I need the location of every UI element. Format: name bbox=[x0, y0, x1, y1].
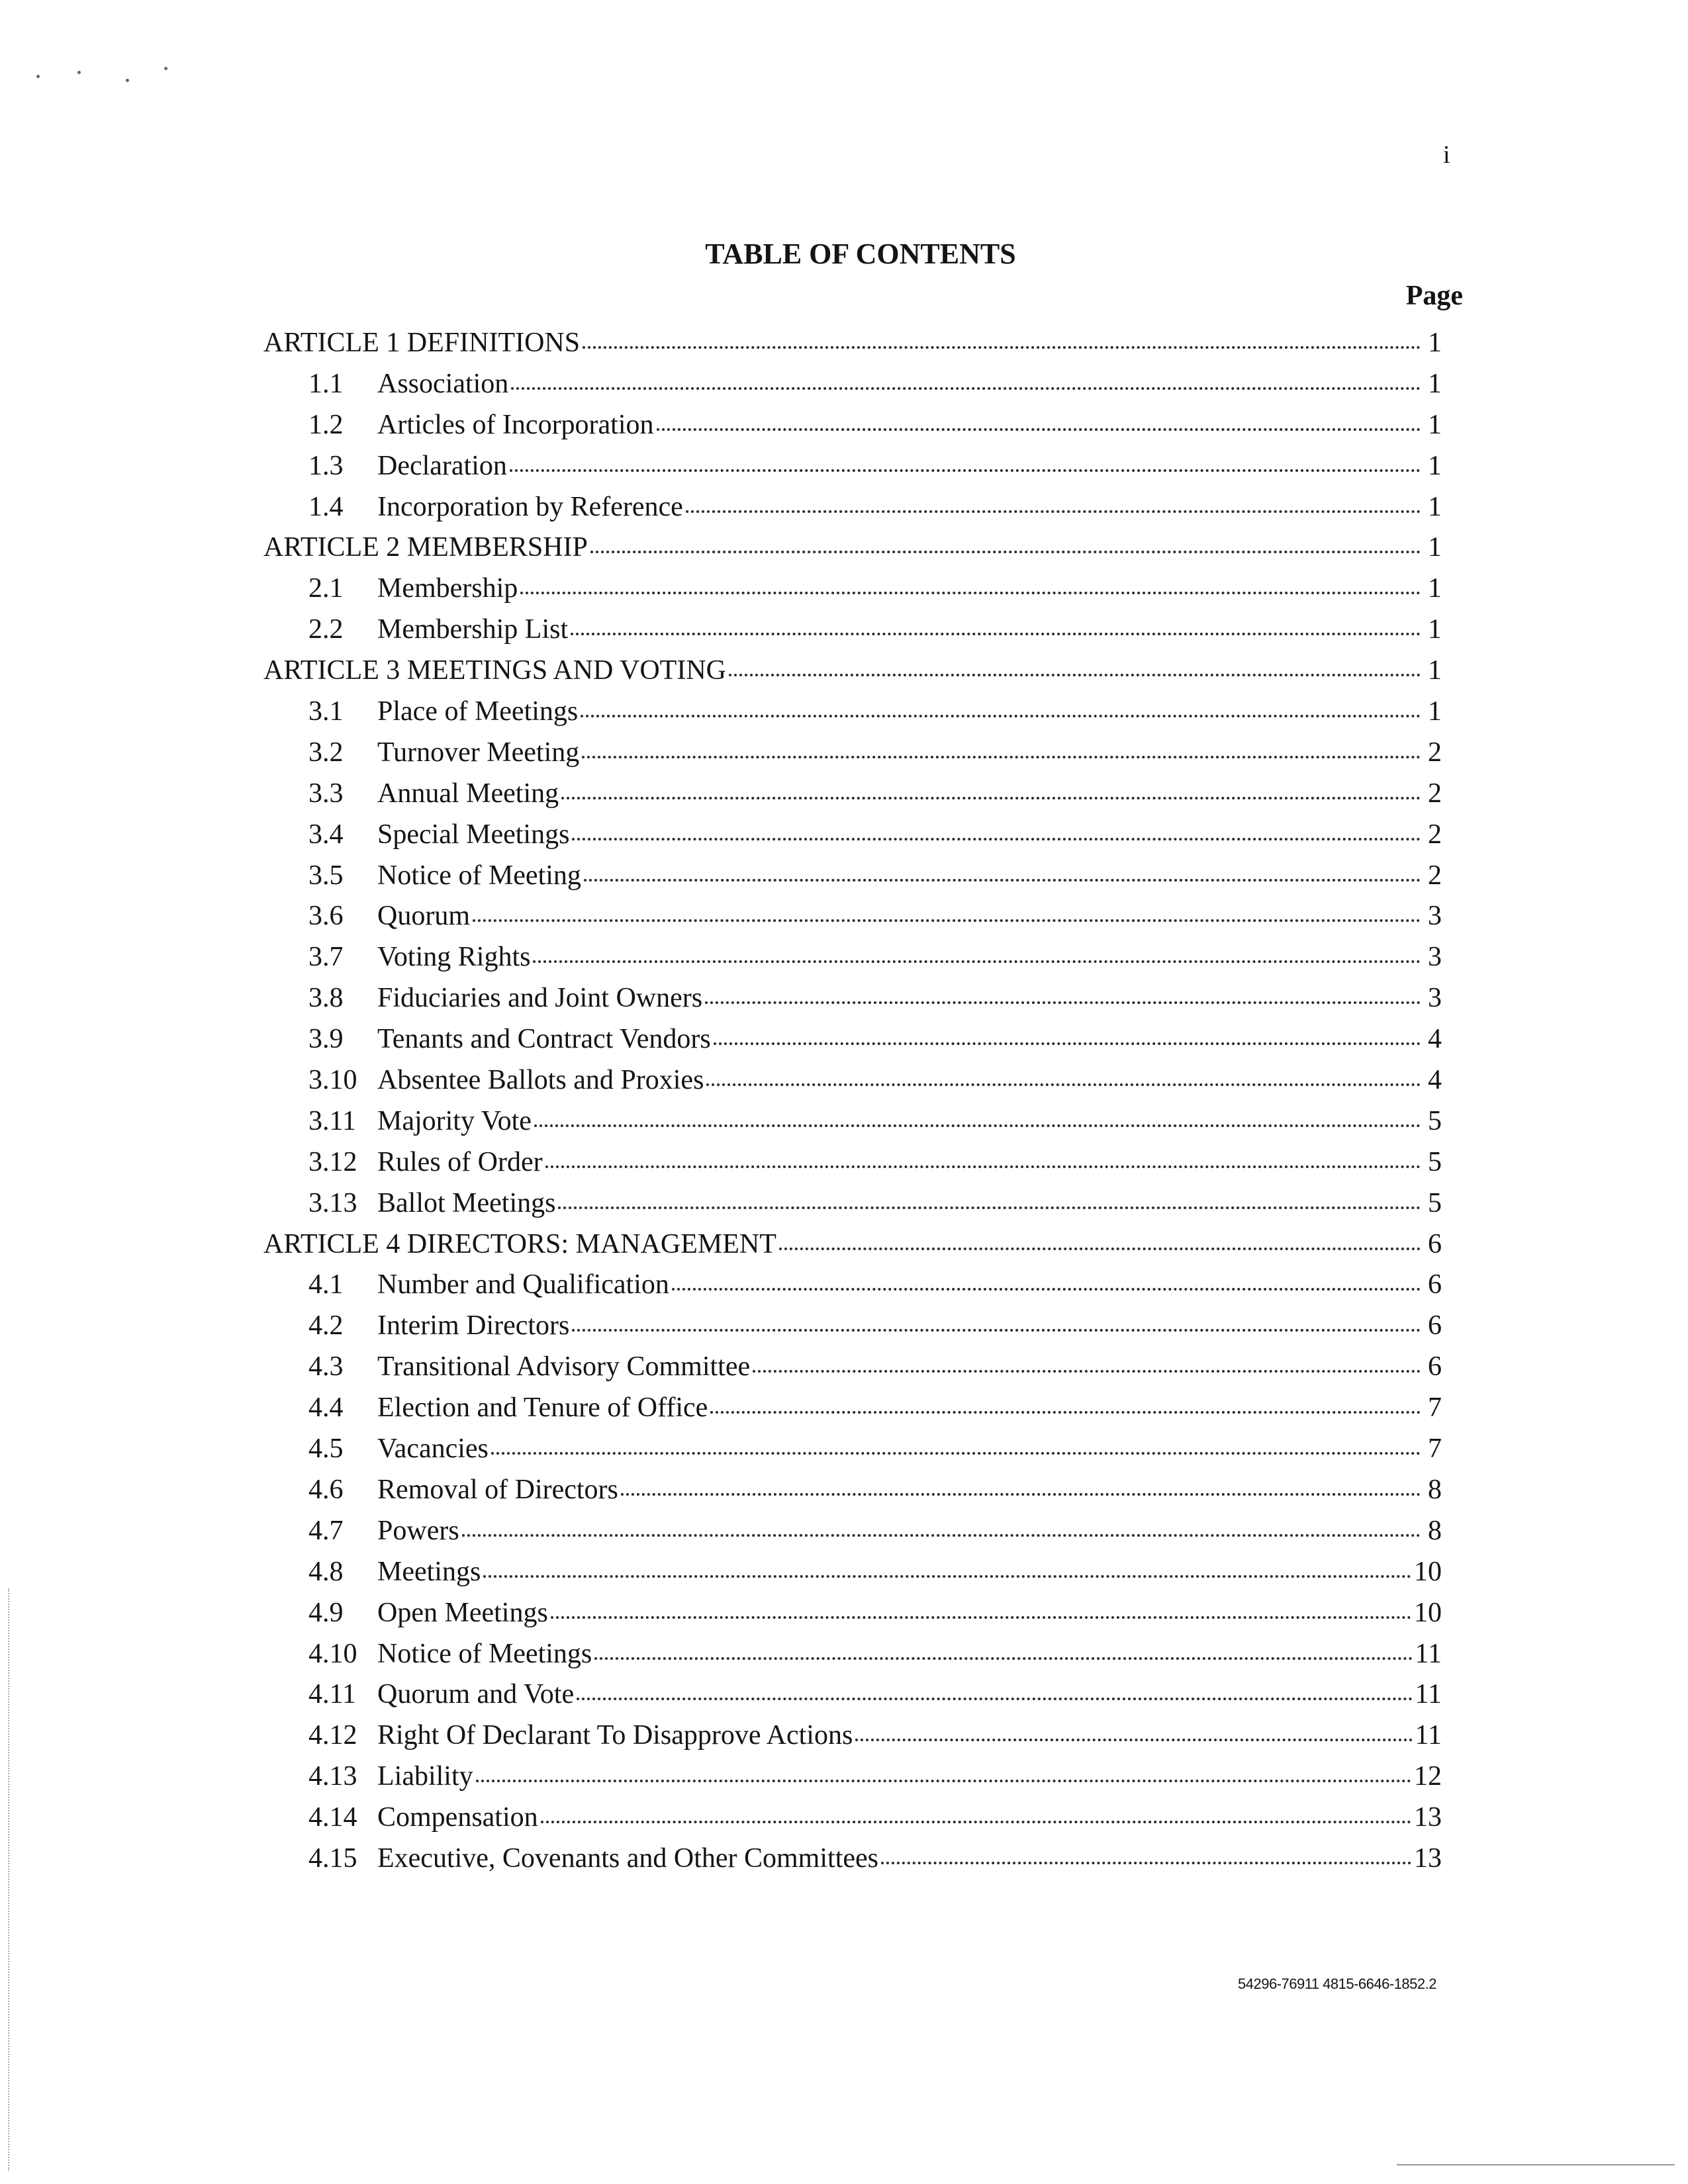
toc-section[interactable] bbox=[263, 405, 1442, 446]
scan-speck bbox=[126, 79, 129, 82]
toc-number: 3.4 bbox=[308, 819, 344, 850]
toc-section[interactable] bbox=[263, 1347, 1442, 1388]
toc-number: 2.1 bbox=[308, 573, 344, 604]
toc-number: 1.3 bbox=[308, 450, 344, 481]
toc-title: Incorporation by Reference bbox=[377, 491, 683, 522]
toc-page: 3 bbox=[1428, 901, 1442, 932]
toc-title: Fiduciaries and Joint Owners bbox=[377, 983, 703, 1014]
toc-section[interactable] bbox=[263, 1552, 1442, 1593]
toc-number: 4.13 bbox=[308, 1761, 357, 1792]
toc-page: 1 bbox=[1428, 696, 1442, 727]
toc-section[interactable] bbox=[263, 569, 1442, 610]
toc-page: 1 bbox=[1428, 409, 1442, 440]
dot-leader bbox=[710, 1411, 1421, 1414]
toc-number: 4.8 bbox=[308, 1556, 344, 1587]
dot-leader bbox=[473, 919, 1421, 922]
toc-article[interactable] bbox=[263, 651, 1442, 692]
toc-page: 1 bbox=[1428, 573, 1442, 604]
dot-leader bbox=[583, 346, 1421, 349]
toc-title: Association bbox=[377, 368, 509, 399]
toc-section[interactable] bbox=[263, 1470, 1442, 1511]
toc-title: Right Of Declarant To Disapprove Actions bbox=[377, 1720, 853, 1751]
dot-leader bbox=[581, 715, 1421, 717]
dot-leader bbox=[590, 551, 1421, 553]
toc-page: 1 bbox=[1428, 491, 1442, 522]
toc-number: 4.5 bbox=[308, 1433, 344, 1465]
toc-section[interactable] bbox=[263, 1674, 1442, 1715]
toc-page: 12 bbox=[1414, 1761, 1442, 1792]
toc-title: Annual Meeting bbox=[377, 778, 559, 809]
toc-number: 1.4 bbox=[308, 491, 344, 522]
toc-title: Absentee Ballots and Proxies bbox=[377, 1065, 704, 1096]
dot-leader bbox=[714, 1042, 1421, 1045]
toc-article[interactable] bbox=[263, 527, 1442, 569]
toc-title: Number and Qualification bbox=[377, 1269, 669, 1300]
dot-leader bbox=[572, 838, 1421, 841]
toc-title: Transitional Advisory Committee bbox=[377, 1351, 751, 1383]
dot-leader bbox=[577, 1698, 1412, 1700]
toc-number: 4.2 bbox=[308, 1310, 344, 1342]
toc-page: 2 bbox=[1428, 737, 1442, 768]
toc-number: 4.4 bbox=[308, 1392, 344, 1424]
toc-title: Articles of Incorporation bbox=[377, 409, 654, 440]
toc-section[interactable] bbox=[263, 446, 1442, 487]
toc-section[interactable] bbox=[263, 1756, 1442, 1797]
toc-title: Ballot Meetings bbox=[377, 1187, 556, 1218]
dot-leader bbox=[582, 756, 1421, 758]
toc-title: ARTICLE 4 DIRECTORS: MANAGEMENT bbox=[263, 1228, 776, 1259]
document-id: 54296-76911 4815-6646-1852.2 bbox=[1238, 1976, 1436, 1992]
dot-leader bbox=[855, 1739, 1412, 1741]
toc-section[interactable] bbox=[263, 364, 1442, 405]
toc-title: Executive, Covenants and Other Committees bbox=[377, 1843, 878, 1874]
toc-title: ARTICLE 1 DEFINITIONS bbox=[263, 328, 581, 358]
toc-title: Quorum and Vote bbox=[377, 1679, 575, 1710]
toc-section[interactable] bbox=[263, 1634, 1442, 1675]
toc-title: ARTICLE 2 MEMBERSHIP bbox=[263, 532, 588, 563]
toc-page: 2 bbox=[1428, 819, 1442, 850]
dot-leader bbox=[534, 1124, 1421, 1127]
toc-page: 2 bbox=[1428, 860, 1442, 891]
toc-title: Special Meetings bbox=[377, 819, 570, 850]
dot-leader bbox=[545, 1165, 1421, 1168]
page-number: i bbox=[1443, 141, 1450, 169]
dot-leader bbox=[533, 960, 1421, 963]
toc-page: 11 bbox=[1415, 1720, 1442, 1751]
toc-title: Membership bbox=[377, 573, 518, 604]
dot-leader bbox=[686, 510, 1421, 513]
toc-title: Vacancies bbox=[377, 1433, 489, 1465]
dot-leader bbox=[558, 1206, 1421, 1209]
toc-number: 3.10 bbox=[308, 1065, 357, 1096]
scan-speck bbox=[36, 75, 40, 78]
toc-title: Meetings bbox=[377, 1556, 481, 1587]
toc-page: 6 bbox=[1428, 1310, 1442, 1342]
toc-title: Open Meetings bbox=[377, 1597, 548, 1628]
toc-section[interactable] bbox=[263, 978, 1442, 1019]
toc-section[interactable] bbox=[263, 487, 1442, 528]
dot-leader bbox=[779, 1248, 1421, 1250]
toc-number: 4.1 bbox=[308, 1269, 344, 1300]
dot-leader bbox=[571, 633, 1421, 635]
scan-edge-line bbox=[8, 1588, 9, 2171]
toc-number: 3.5 bbox=[308, 860, 344, 891]
toc-title: Notice of Meeting bbox=[377, 860, 581, 891]
toc-section[interactable] bbox=[263, 1019, 1442, 1060]
scan-specks bbox=[36, 63, 182, 89]
toc-section[interactable] bbox=[263, 1388, 1442, 1429]
dot-leader bbox=[572, 1329, 1421, 1332]
toc-section[interactable] bbox=[263, 610, 1442, 651]
toc-page: 1 bbox=[1428, 328, 1442, 358]
dot-leader bbox=[520, 592, 1421, 594]
toc-title: Compensation bbox=[377, 1802, 538, 1833]
toc-article[interactable] bbox=[263, 323, 1442, 364]
dot-leader bbox=[672, 1288, 1421, 1291]
toc-number: 3.12 bbox=[308, 1146, 357, 1177]
dot-leader bbox=[729, 674, 1421, 676]
toc-title: Tenants and Contract Vendors bbox=[377, 1024, 711, 1055]
toc-title: Majority Vote bbox=[377, 1105, 532, 1136]
toc-page: 13 bbox=[1414, 1843, 1442, 1874]
toc-section[interactable] bbox=[263, 1429, 1442, 1470]
toc-page: 2 bbox=[1428, 778, 1442, 809]
toc-section[interactable] bbox=[263, 1142, 1442, 1183]
toc-title: Notice of Meetings bbox=[377, 1638, 592, 1669]
toc-page: 10 bbox=[1414, 1597, 1442, 1628]
toc-title: Membership List bbox=[377, 614, 569, 645]
toc-page: 4 bbox=[1428, 1024, 1442, 1055]
toc-title: Declaration bbox=[377, 450, 507, 481]
toc-number: 3.6 bbox=[308, 901, 344, 932]
toc-section[interactable] bbox=[263, 896, 1442, 937]
dot-leader bbox=[706, 1083, 1421, 1086]
toc-title: Liability bbox=[377, 1761, 473, 1792]
toc-number: 4.6 bbox=[308, 1474, 344, 1505]
toc-page: 3 bbox=[1428, 942, 1442, 973]
dot-leader bbox=[491, 1452, 1421, 1455]
toc-page: 6 bbox=[1428, 1228, 1442, 1259]
toc-article[interactable] bbox=[263, 1224, 1442, 1265]
toc-page: 11 bbox=[1415, 1679, 1442, 1710]
toc-title: Election and Tenure of Office bbox=[377, 1392, 708, 1424]
toc-section[interactable] bbox=[263, 733, 1442, 774]
table-of-contents bbox=[263, 323, 1442, 1880]
dot-leader bbox=[753, 1370, 1421, 1373]
toc-title: Voting Rights bbox=[377, 942, 531, 973]
toc-page: 10 bbox=[1414, 1556, 1442, 1587]
toc-page: 7 bbox=[1428, 1433, 1442, 1465]
toc-section[interactable] bbox=[263, 1060, 1442, 1101]
page-column-header: Page bbox=[1405, 281, 1463, 311]
toc-number: 4.3 bbox=[308, 1351, 344, 1383]
toc-page: 1 bbox=[1428, 532, 1442, 563]
dot-leader bbox=[594, 1657, 1412, 1660]
dot-leader bbox=[584, 879, 1421, 882]
dot-leader bbox=[462, 1534, 1421, 1537]
scan-speck bbox=[77, 71, 81, 74]
toc-number: 1.1 bbox=[308, 368, 344, 399]
toc-number: 3.1 bbox=[308, 696, 344, 727]
dot-leader bbox=[511, 387, 1421, 390]
toc-page: 6 bbox=[1428, 1351, 1442, 1383]
toc-section[interactable] bbox=[263, 1797, 1442, 1839]
toc-section[interactable] bbox=[263, 1715, 1442, 1756]
toc-section[interactable] bbox=[263, 1265, 1442, 1306]
dot-leader bbox=[541, 1821, 1411, 1823]
page-title: TABLE OF CONTENTS bbox=[705, 238, 1016, 270]
toc-number: 4.14 bbox=[308, 1802, 357, 1833]
dot-leader bbox=[551, 1616, 1411, 1619]
toc-section[interactable] bbox=[263, 1306, 1442, 1347]
toc-page: 5 bbox=[1428, 1105, 1442, 1136]
scan-speck bbox=[164, 67, 167, 70]
toc-page: 1 bbox=[1428, 450, 1442, 481]
toc-number: 2.2 bbox=[308, 614, 344, 645]
toc-number: 4.10 bbox=[308, 1638, 357, 1669]
toc-page: 6 bbox=[1428, 1269, 1442, 1300]
toc-section[interactable] bbox=[263, 1511, 1442, 1552]
toc-number: 4.15 bbox=[308, 1843, 357, 1874]
toc-page: 4 bbox=[1428, 1065, 1442, 1096]
toc-title: ARTICLE 3 MEETINGS AND VOTING bbox=[263, 655, 726, 686]
toc-page: 11 bbox=[1415, 1638, 1442, 1669]
toc-title: Interim Directors bbox=[377, 1310, 570, 1342]
toc-page: 13 bbox=[1414, 1802, 1442, 1833]
toc-section[interactable] bbox=[263, 815, 1442, 856]
toc-number: 3.8 bbox=[308, 983, 344, 1014]
toc-number: 4.11 bbox=[308, 1679, 356, 1710]
dot-leader bbox=[510, 469, 1421, 472]
toc-number: 3.2 bbox=[308, 737, 344, 768]
toc-number: 4.9 bbox=[308, 1597, 344, 1628]
toc-page: 8 bbox=[1428, 1474, 1442, 1505]
dot-leader bbox=[881, 1862, 1411, 1864]
toc-section[interactable] bbox=[263, 937, 1442, 978]
dot-leader bbox=[561, 797, 1421, 799]
toc-number: 4.7 bbox=[308, 1515, 344, 1546]
toc-section[interactable] bbox=[263, 1101, 1442, 1142]
toc-title: Rules of Order bbox=[377, 1146, 543, 1177]
toc-page: 3 bbox=[1428, 983, 1442, 1014]
toc-section[interactable] bbox=[263, 1839, 1442, 1880]
toc-title: Place of Meetings bbox=[377, 696, 579, 727]
toc-number: 1.2 bbox=[308, 409, 344, 440]
toc-number: 4.12 bbox=[308, 1720, 357, 1751]
toc-section[interactable] bbox=[263, 692, 1442, 733]
dot-leader bbox=[476, 1780, 1411, 1782]
toc-number: 3.7 bbox=[308, 942, 344, 973]
toc-page: 1 bbox=[1428, 368, 1442, 399]
toc-number: 3.3 bbox=[308, 778, 344, 809]
toc-section[interactable] bbox=[263, 774, 1442, 815]
toc-page: 1 bbox=[1428, 614, 1442, 645]
dot-leader bbox=[657, 428, 1421, 431]
toc-section[interactable] bbox=[263, 856, 1442, 897]
toc-title: Removal of Directors bbox=[377, 1474, 618, 1505]
toc-page: 5 bbox=[1428, 1146, 1442, 1177]
toc-page: 5 bbox=[1428, 1187, 1442, 1218]
scan-bottom-line bbox=[1397, 2164, 1675, 2165]
dot-leader bbox=[705, 1001, 1421, 1004]
toc-title: Turnover Meeting bbox=[377, 737, 580, 768]
toc-title: Quorum bbox=[377, 901, 470, 932]
toc-title: Powers bbox=[377, 1515, 459, 1546]
dot-leader bbox=[621, 1493, 1421, 1496]
dot-leader bbox=[483, 1575, 1411, 1578]
toc-number: 3.11 bbox=[308, 1105, 356, 1136]
toc-page: 1 bbox=[1428, 655, 1442, 686]
toc-page: 7 bbox=[1428, 1392, 1442, 1424]
toc-section[interactable] bbox=[263, 1593, 1442, 1634]
toc-number: 3.9 bbox=[308, 1024, 344, 1055]
toc-number: 3.13 bbox=[308, 1187, 357, 1218]
toc-section[interactable] bbox=[263, 1183, 1442, 1224]
toc-page: 8 bbox=[1428, 1515, 1442, 1546]
